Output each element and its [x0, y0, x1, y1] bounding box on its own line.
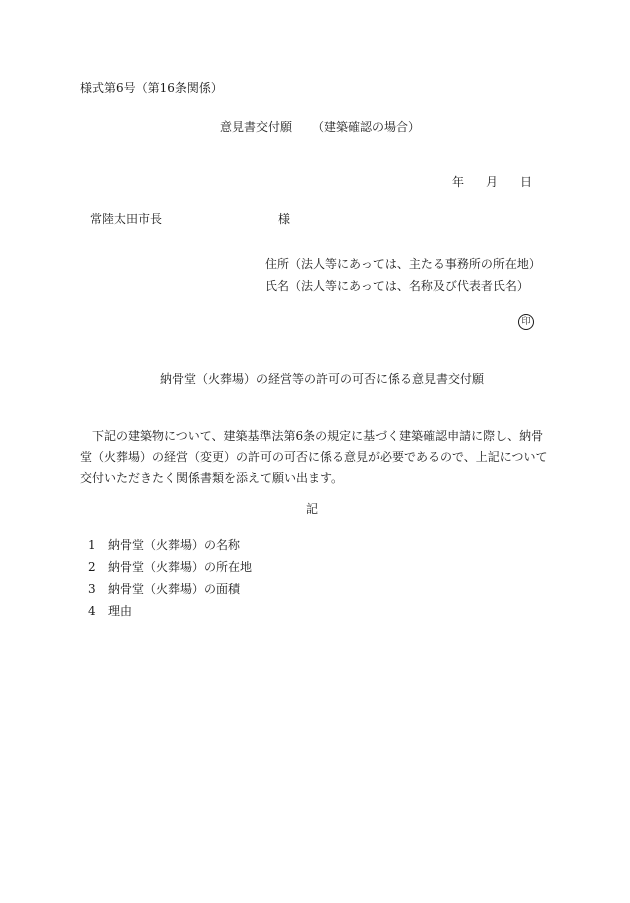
item-number: 1: [88, 538, 96, 552]
item-label: 納骨堂（火葬場）の名称: [108, 538, 241, 552]
list-item: [88, 603, 252, 625]
item-list: [88, 537, 252, 625]
list-item: [88, 581, 252, 603]
document-title: 納骨堂（火葬場）の経営等の許可の可否に係る意見書交付願: [160, 372, 485, 386]
date-day-label: 日: [520, 175, 533, 189]
seal-mark: 印: [518, 314, 534, 330]
list-item: [88, 537, 252, 559]
addressee-honorific: 様: [278, 212, 291, 226]
ki-heading: 記: [306, 502, 319, 516]
item-label: 納骨堂（火葬場）の所在地: [108, 560, 253, 574]
item-number: 2: [88, 560, 96, 574]
applicant-address-label: 住所（法人等にあっては、主たる事務所の所在地）: [265, 257, 541, 271]
item-label: 理由: [108, 604, 133, 618]
header-subtitle: （建築確認の場合）: [312, 120, 421, 134]
list-item: [88, 559, 252, 581]
addressee-name: 常陸太田市長: [90, 212, 163, 226]
header-title: 意見書交付願: [220, 120, 293, 134]
date-line: [452, 174, 532, 190]
form-number: 様式第6号（第16条関係）: [80, 81, 223, 95]
item-number: 3: [88, 582, 96, 596]
applicant-name-label: 氏名（法人等にあっては、名称及び代表者氏名）: [265, 279, 529, 293]
date-year-label: 年: [452, 175, 465, 189]
item-number: 4: [88, 604, 96, 618]
body-paragraph: 下記の建築物について、建築基準法第6条の規定に基づく建築確認申請に際し、納骨堂（火葬場）の経営（変更）の許可の可否に係る意見が必要であるので、上記について交付いただきたく関係書類を添えて願い出ます。: [80, 429, 548, 485]
item-label: 納骨堂（火葬場）の面積: [108, 582, 241, 596]
date-month-label: 月: [486, 175, 499, 189]
